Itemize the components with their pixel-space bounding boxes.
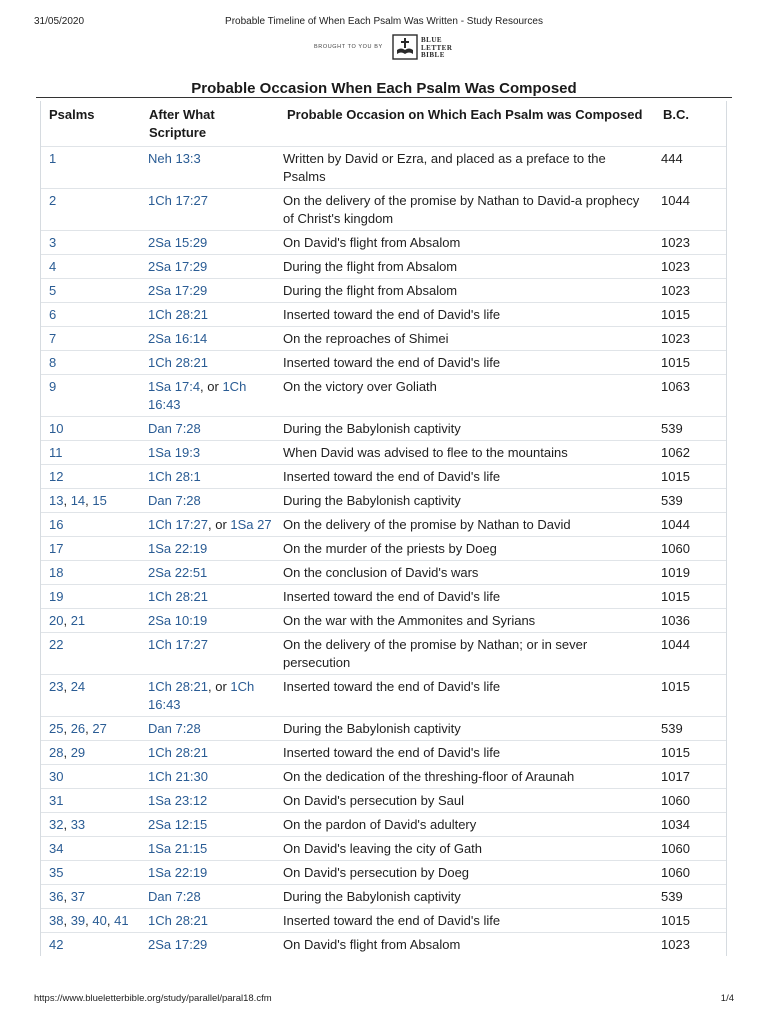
occasion-cell: On David's flight from Absalom [279,933,655,957]
psalms-cell [41,303,141,327]
bc-year-cell: 539 [655,489,726,513]
psalm-link[interactable]: 37 [70,889,86,904]
table-row [41,351,726,375]
bc-year-cell: 1015 [655,303,726,327]
scripture-cell [141,147,279,189]
scripture-link[interactable]: 1Ch 28:21 [148,355,208,370]
psalms-cell [41,417,141,441]
psalm-link[interactable]: 24 [70,679,86,694]
print-footer [34,993,734,1007]
occasion-cell: On the delivery of the promise by Nathan; or in sever persecution [279,633,655,675]
table-row [41,375,726,417]
occasion-cell: Inserted toward the end of David's life [279,465,655,489]
logo-wordmark [421,37,452,60]
scripture-cell [141,231,279,255]
scripture-link[interactable]: 1Sa 19:3 [148,445,201,460]
psalms-cell [41,465,141,489]
psalm-separator: , [63,679,71,694]
scripture-separator: , or [208,679,231,694]
scripture-cell [141,609,279,633]
scripture-cell [141,861,279,885]
bc-year-cell: 1044 [655,513,726,537]
psalm-link[interactable]: 40 [92,913,107,928]
psalms-cell [41,147,141,189]
scripture-link[interactable]: Neh 13:3 [148,151,201,166]
table-row [41,465,726,489]
table-row [41,585,726,609]
scripture-link[interactable]: Dan 7:28 [148,493,201,508]
occasion-cell: During the Babylonish captivity [279,717,655,741]
scripture-cell [141,375,279,417]
scripture-cell [141,909,279,933]
psalms-cell [41,441,141,465]
psalm-separator: , [85,493,93,508]
psalms-cell [41,537,141,561]
table-row [41,609,726,633]
scripture-link[interactable]: Dan 7:28 [148,721,201,736]
bc-year-cell: 1015 [655,675,726,717]
bc-year-cell: 1019 [655,561,726,585]
scripture-cell [141,933,279,957]
bc-year-cell: 1015 [655,465,726,489]
scripture-cell [141,255,279,279]
scripture-cell [141,885,279,909]
psalm-link[interactable]: 42 [49,937,64,952]
bc-year-cell: 539 [655,885,726,909]
scripture-cell [141,513,279,537]
table-row [41,417,726,441]
table-row [41,303,726,327]
psalm-link[interactable]: 18 [49,565,64,580]
header-bc: B.C. [663,107,689,122]
psalms-cell [41,861,141,885]
table-row [41,441,726,465]
bc-year-cell: 1062 [655,441,726,465]
occasion-cell: During the Babylonish captivity [279,489,655,513]
occasion-cell: On the reproaches of Shimei [279,327,655,351]
psalm-link[interactable]: 6 [49,307,57,322]
occasion-cell: On the delivery of the promise by Nathan to David [279,513,655,537]
psalm-link[interactable]: 8 [49,355,57,370]
occasion-cell: On the dedication of the threshing-floor of Araunah [279,765,655,789]
bc-year-cell: 1015 [655,741,726,765]
bc-year-cell: 1023 [655,255,726,279]
bc-year-cell: 1060 [655,537,726,561]
psalms-cell [41,675,141,717]
occasion-cell: During the flight from Absalom [279,279,655,303]
occasion-cell: On the pardon of David's adultery [279,813,655,837]
scripture-link[interactable]: 1Ch 28:21 [148,745,208,760]
occasion-cell: On David's leaving the city of Gath [279,837,655,861]
occasion-cell: On the delivery of the promise by Nathan to David-a prophecy of Christ's kingdom [279,189,655,231]
scripture-link[interactable]: 2Sa 22:51 [148,565,208,580]
scripture-cell [141,741,279,765]
table-row [41,231,726,255]
psalm-separator: , [63,493,71,508]
scripture-cell [141,417,279,441]
scripture-cell [141,351,279,375]
occasion-cell: On David's persecution by Saul [279,789,655,813]
psalm-link[interactable]: 12 [49,469,64,484]
scripture-link[interactable]: 1Sa 21:15 [148,841,208,856]
psalm-link[interactable]: 27 [92,721,107,736]
table-row [41,933,726,957]
occasion-cell: Inserted toward the end of David's life [279,585,655,609]
psalms-cell [41,189,141,231]
table-row [41,675,726,717]
psalm-link[interactable]: 39 [70,913,86,928]
print-date: 31/05/2020 [34,16,85,27]
psalm-separator: , [63,913,71,928]
scripture-link[interactable]: 1Sa 22:19 [148,541,208,556]
psalms-cell [41,375,141,417]
occasion-cell: On the war with the Ammonites and Syrians [279,609,655,633]
occasion-cell: Inserted toward the end of David's life [279,351,655,375]
table-row [41,561,726,585]
psalms-table-container [40,101,727,956]
scripture-cell [141,561,279,585]
psalms-cell [41,717,141,741]
psalms-cell [41,933,141,957]
psalms-cell [41,513,141,537]
occasion-cell: During the Babylonish captivity [279,417,655,441]
psalms-cell [41,837,141,861]
scripture-link[interactable]: 2Sa 17:29 [148,259,208,274]
table-row [41,765,726,789]
scripture-link[interactable]: 1Ch 17:27 [148,193,208,208]
scripture-cell [141,675,279,717]
psalm-link[interactable]: 11 [49,445,63,460]
psalm-link[interactable]: 19 [49,589,64,604]
scripture-link[interactable]: 1Ch 28:21 [148,307,208,322]
scripture-link[interactable]: Dan 7:28 [148,889,201,904]
psalms-cell [41,561,141,585]
scripture-cell [141,813,279,837]
psalm-link[interactable]: 21 [70,613,86,628]
scripture-link[interactable]: 1Ch 17:27 [148,637,208,652]
bc-year-cell: 1017 [655,765,726,789]
occasion-cell: When David was advised to flee to the mountains [279,441,655,465]
scripture-link[interactable]: 2Sa 15:29 [148,235,208,250]
scripture-cell [141,765,279,789]
scripture-separator: , or [200,379,223,394]
psalm-link[interactable]: 23 [49,679,64,694]
psalm-link[interactable]: 5 [49,283,57,298]
psalm-link[interactable]: 13 [49,493,64,508]
psalm-separator: , [106,913,115,928]
page-title: Probable Occasion When Each Psalm Was Composed [191,80,577,97]
table-body [41,147,726,957]
psalm-link[interactable]: 7 [49,331,57,346]
psalms-cell [41,327,141,351]
scripture-link[interactable]: Dan 7:28 [148,421,201,436]
psalms-cell [41,813,141,837]
table-row [41,537,726,561]
scripture-cell [141,189,279,231]
psalms-cell [41,765,141,789]
page-number: 1/4 [720,993,734,1004]
psalm-link[interactable]: 28 [49,745,64,760]
psalm-separator: , [63,613,71,628]
header-psalms: Psalms [49,107,95,122]
table-row [41,189,726,231]
scripture-cell [141,717,279,741]
psalm-link[interactable]: 17 [49,541,64,556]
table-row [41,837,726,861]
open-book-icon [391,33,419,61]
bc-year-cell: 1023 [655,933,726,957]
scripture-cell [141,585,279,609]
table-row [41,885,726,909]
table-row [41,717,726,741]
table-row [41,813,726,837]
table-header-row [41,101,726,147]
table-row [41,633,726,675]
psalm-link[interactable]: 3 [49,235,57,250]
bc-year-cell: 1036 [655,609,726,633]
scripture-link[interactable]: 1Ch 16:43 [148,679,255,712]
table-row [41,279,726,303]
bc-year-cell: 1060 [655,861,726,885]
psalms-cell [41,609,141,633]
psalm-link[interactable]: 35 [49,865,64,880]
bc-year-cell: 1023 [655,327,726,351]
logo-line-2: LETTER [421,43,453,52]
psalm-link[interactable]: 16 [49,517,64,532]
psalm-link[interactable]: 2 [49,193,57,208]
scripture-link[interactable]: 2Sa 12:15 [148,817,208,832]
bc-year-cell: 1044 [655,633,726,675]
scripture-cell [141,789,279,813]
bc-year-cell: 1015 [655,351,726,375]
scripture-link[interactable]: 1Ch 21:30 [148,769,208,784]
psalm-link[interactable]: 30 [49,769,64,784]
print-header [34,16,734,30]
psalm-link[interactable]: 10 [49,421,64,436]
print-doc-title: Probable Timeline of When Each Psalm Was Written - Study Resources [225,16,543,27]
scripture-link[interactable]: 2Sa 17:29 [148,283,208,298]
psalm-link[interactable]: 36 [49,889,64,904]
psalm-link[interactable]: 34 [49,841,64,856]
occasion-cell: Inserted toward the end of David's life [279,741,655,765]
logo-line-3: BIBLE [421,51,445,59]
psalm-link[interactable]: 1 [49,151,57,166]
scripture-link[interactable]: 1Ch 28:21 [148,589,208,604]
bc-year-cell: 1015 [655,585,726,609]
psalms-cell [41,255,141,279]
header-occasion: Probable Occasion on Which Each Psalm was Composed [287,107,643,122]
header-scripture: After What Scripture [149,107,215,140]
table-row [41,909,726,933]
psalms-cell [41,489,141,513]
psalm-link[interactable]: 22 [49,637,64,652]
scripture-link[interactable]: 1Ch 28:21 [148,913,208,928]
table-row [41,513,726,537]
scripture-link[interactable]: 1Sa 27 [230,517,272,532]
psalms-cell [41,789,141,813]
bc-year-cell: 1060 [655,789,726,813]
psalms-cell [41,741,141,765]
psalms-cell [41,585,141,609]
bc-year-cell: 539 [655,717,726,741]
scripture-link[interactable]: 1Ch 28:1 [148,469,201,484]
psalm-link[interactable]: 32 [49,817,64,832]
psalms-cell [41,633,141,675]
scripture-cell [141,489,279,513]
bc-year-cell: 1060 [655,837,726,861]
scripture-link[interactable]: 1Ch 17:27 [148,517,208,532]
occasion-cell: Inserted toward the end of David's life [279,909,655,933]
occasion-cell: On the victory over Goliath [279,375,655,417]
scripture-link[interactable]: 2Sa 10:19 [148,613,208,628]
psalm-link[interactable]: 20 [49,613,64,628]
scripture-link[interactable]: 1Ch 16:43 [148,379,247,412]
table-row [41,489,726,513]
scripture-cell [141,441,279,465]
psalms-cell [41,231,141,255]
occasion-cell: On the murder of the priests by Doeg [279,537,655,561]
bc-year-cell: 1015 [655,909,726,933]
psalms-cell [41,909,141,933]
psalms-cell [41,351,141,375]
table-row [41,255,726,279]
occasion-cell: During the flight from Absalom [279,255,655,279]
table-row [41,147,726,189]
brand-logo[interactable] [0,33,768,63]
logo-line-1: BLUE [421,36,443,44]
occasion-cell: On the conclusion of David's wars [279,561,655,585]
psalm-separator: , [63,817,71,832]
psalm-link[interactable]: 41 [114,913,129,928]
table-row [41,741,726,765]
bc-year-cell: 1023 [655,231,726,255]
occasion-cell: Inserted toward the end of David's life [279,675,655,717]
page-url: https://www.blueletterbible.org/study/parallel/paral18.cfm [34,993,272,1004]
occasion-cell: On David's flight from Absalom [279,231,655,255]
psalm-link[interactable]: 29 [70,745,86,760]
scripture-cell [141,633,279,675]
bc-year-cell: 1044 [655,189,726,231]
scripture-separator: , or [208,517,231,532]
table-row [41,327,726,351]
psalm-link[interactable]: 26 [70,721,86,736]
scripture-link[interactable]: 1Ch 28:21 [148,679,208,694]
table-row [41,789,726,813]
bc-year-cell: 444 [655,147,726,189]
psalm-link[interactable]: 15 [92,493,107,508]
scripture-link[interactable]: 1Sa 23:12 [148,793,208,808]
psalm-link[interactable]: 38 [49,913,64,928]
occasion-cell: Inserted toward the end of David's life [279,303,655,327]
psalm-link[interactable]: 4 [49,259,57,274]
scripture-link[interactable]: 2Sa 17:29 [148,937,208,952]
scripture-cell [141,303,279,327]
psalm-link[interactable]: 14 [70,493,86,508]
psalm-separator: , [63,889,71,904]
bc-year-cell: 539 [655,417,726,441]
table-row [41,861,726,885]
psalm-link[interactable]: 31 [49,793,64,808]
scripture-link[interactable]: 2Sa 16:14 [148,331,208,346]
bc-year-cell: 1034 [655,813,726,837]
occasion-cell: On David's persecution by Doeg [279,861,655,885]
bc-year-cell: 1063 [655,375,726,417]
psalms-cell [41,885,141,909]
psalm-separator: , [85,721,93,736]
scripture-cell [141,837,279,861]
psalms-cell [41,279,141,303]
occasion-cell: During the Babylonish captivity [279,885,655,909]
scripture-cell [141,279,279,303]
psalm-separator: , [63,745,71,760]
psalm-separator: , [63,721,71,736]
scripture-cell [141,465,279,489]
scripture-link[interactable]: 1Sa 22:19 [148,865,208,880]
psalm-separator: , [85,913,93,928]
psalm-link[interactable]: 33 [70,817,86,832]
occasion-cell: Written by David or Ezra, and placed as a preface to the Psalms [279,147,655,189]
scripture-cell [141,537,279,561]
brought-by-label: BROUGHT TO YOU BY [314,44,383,50]
bc-year-cell: 1023 [655,279,726,303]
scripture-cell [141,327,279,351]
psalm-link[interactable]: 25 [49,721,64,736]
psalms-table [41,101,726,956]
psalm-link[interactable]: 9 [49,379,57,394]
scripture-link[interactable]: 1Sa 17:4 [148,379,201,394]
heading-divider [36,97,732,98]
